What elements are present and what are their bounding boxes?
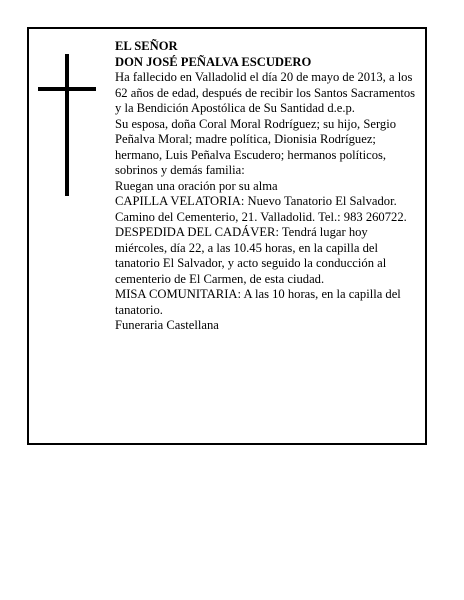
cross-icon: [38, 54, 96, 196]
obituary-text: [115, 39, 421, 334]
cross-horizontal-bar: [38, 87, 96, 91]
funeral-home: Funeraria Castellana: [115, 318, 219, 332]
funeral-departure-info: DESPEDIDA DEL CADÁVER: Tendrá lugar hoy miércoles, día 22, a las 10.45 horas, en la capilla del tanatorio El Salvador, y acto seguido la conducción al cementerio de El Carmen, de esta ciudad.: [115, 225, 387, 286]
wake-chapel-info: CAPILLA VELATORIA: Nuevo Tanatorio El Salvador. Camino del Cementerio, 21. Valladolid. Tel.: 983 260722.: [115, 194, 407, 224]
cross-vertical-bar: [65, 54, 69, 196]
deceased-title: EL SEÑOR: [115, 39, 178, 53]
death-announcement: Ha fallecido en Valladolid el día 20 de mayo de 2013, a los 62 años de edad, después de recibir los Santos Sacramentos y la Bendición Apostólica de Su Santidad d.e.p.: [115, 70, 416, 115]
deceased-name: DON JOSÉ PEÑALVA ESCUDERO: [115, 54, 312, 69]
mass-info: MISA COMUNITARIA: A las 10 horas, en la capilla del tanatorio.: [115, 287, 401, 317]
prayer-request: Ruegan una oración por su alma: [115, 178, 278, 193]
family-list: Su esposa, doña Coral Moral Rodríguez; su hijo, Sergio Peñalva Moral; madre política, Dionisia Rodríguez; hermano, Luis Peñalva Escudero; hermanos políticos, sobrinos y demás familia:: [115, 116, 396, 177]
